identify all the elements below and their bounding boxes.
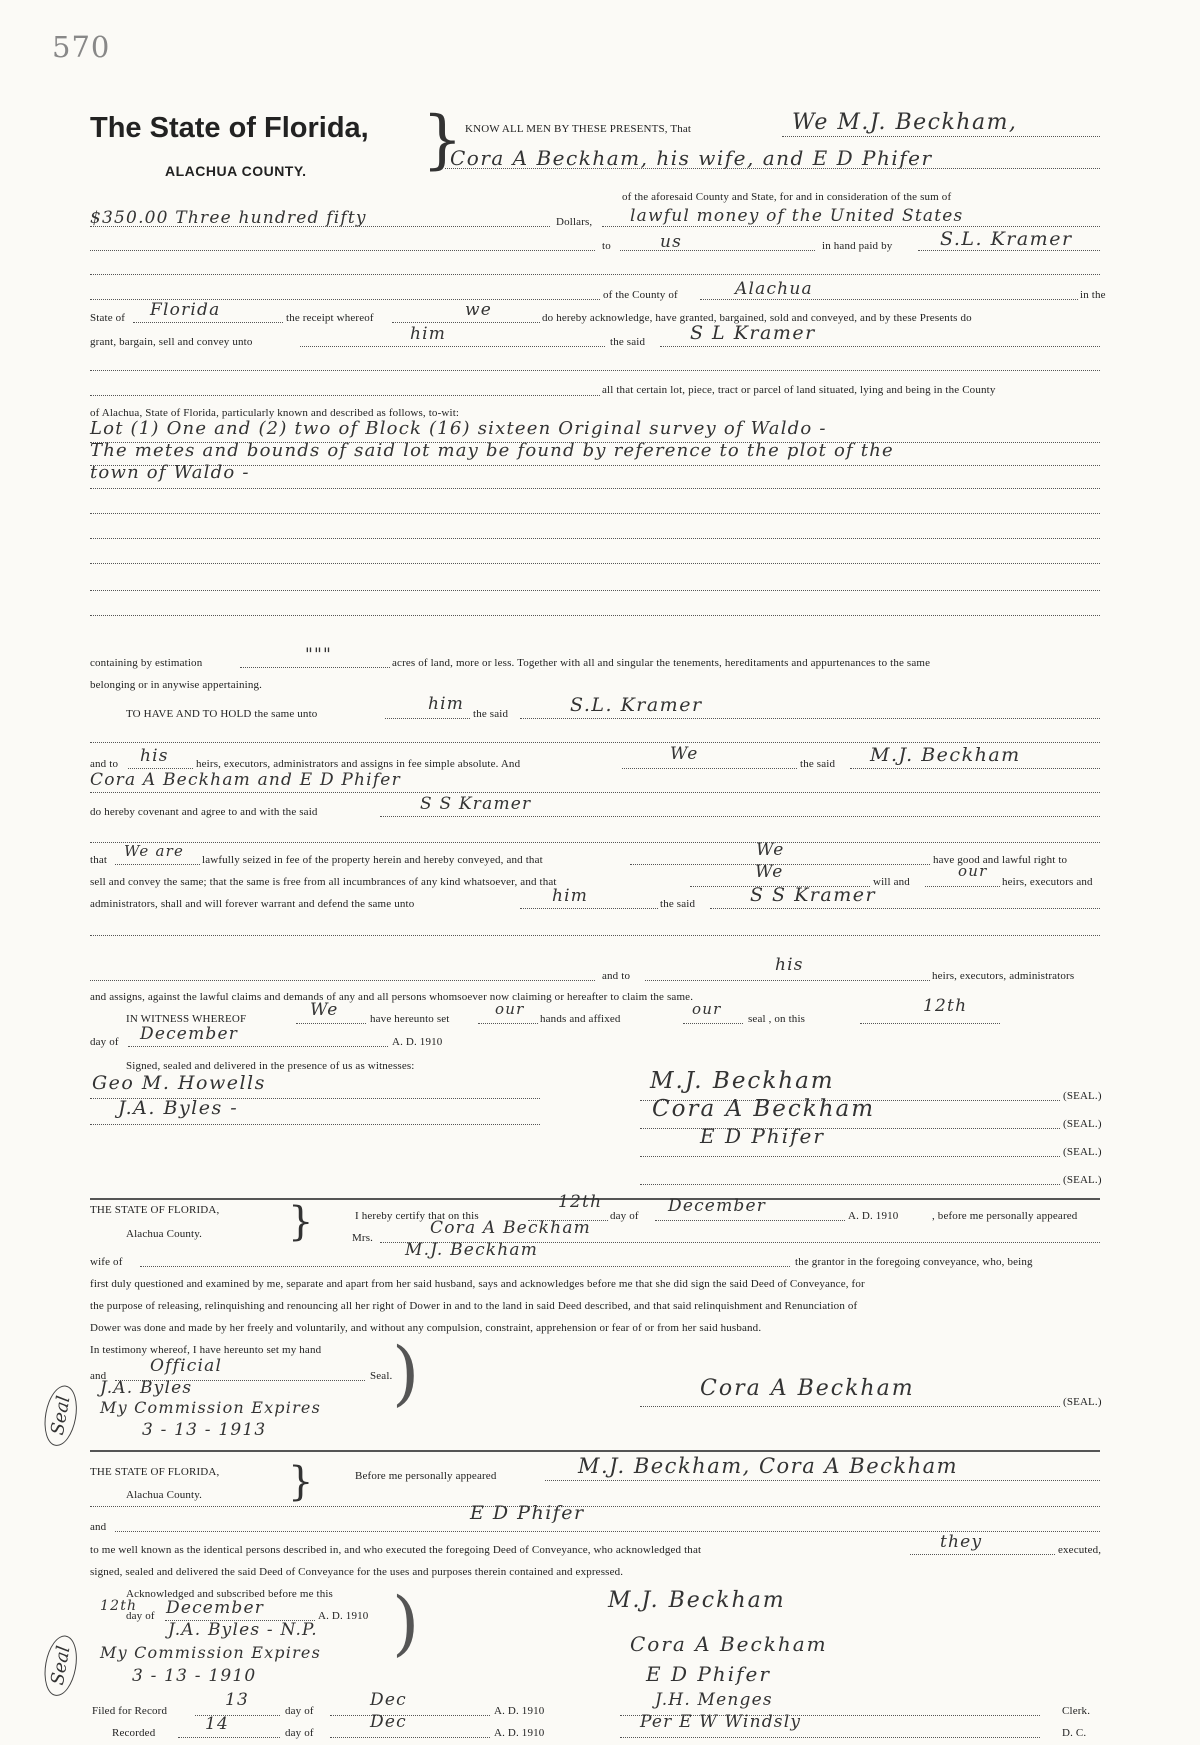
cert2-signature-2: Cora A Beckham xyxy=(630,1632,828,1656)
dollars-text: Dollars, xyxy=(556,216,593,228)
brace-icon: } xyxy=(288,1199,314,1245)
cert1-mrs-text: Mrs. xyxy=(352,1232,374,1244)
cert1-certify-text: I hereby certify that on this xyxy=(355,1210,479,1222)
money-hw: lawful money of the United States xyxy=(630,206,964,226)
cert1-p2: the purpose of releasing, relinquishing and renouncing all her right of Dower in and to the land in said Deed described, and that said relinquishment and Renunciation of xyxy=(90,1300,858,1312)
state-title: The State of Florida, xyxy=(90,112,369,144)
clerk-hw: J.H. Menges xyxy=(655,1690,773,1710)
cert1-p3: Dower was done and made by her freely and voluntarily, and without any compulsion, constraint, apprehension or fear of or from her said husband. xyxy=(90,1322,762,1334)
of-alachua-text: of Alachua, State of Florida, particularly known and described as follows, to-wit: xyxy=(90,407,460,419)
cert2-ack-text: Acknowledged and subscribed before me this xyxy=(126,1588,333,1600)
signed-witnesses-text: Signed, sealed and delivered in the presence of us as witnesses: xyxy=(126,1060,415,1072)
recorded-text: Recorded xyxy=(112,1727,156,1739)
brace-icon: } xyxy=(288,1459,314,1505)
and-hw: We xyxy=(670,744,699,764)
of-county-text: of the County of xyxy=(603,289,678,301)
cert2-notary-hw: J.A. Byles - N.P. xyxy=(168,1620,318,1640)
cert1-commission-hw: My Commission Expires xyxy=(100,1398,321,1417)
will-and-text: will and xyxy=(873,876,910,888)
cert1-seal-mark: Seal xyxy=(40,1383,81,1449)
day-hw: 12th xyxy=(923,996,968,1016)
and-to-text: and to xyxy=(90,758,119,770)
the-said-text: the said xyxy=(610,336,646,348)
seal-label-1: (SEAL.) xyxy=(1063,1090,1102,1102)
ad-text: A. D. 1910 xyxy=(392,1036,443,1048)
cert1-month-hw: December xyxy=(668,1196,767,1216)
seal-label-2: (SEAL.) xyxy=(1063,1118,1102,1130)
state-hw: Florida xyxy=(150,300,221,320)
to-have-hw: him xyxy=(428,694,465,714)
lawfully-text: lawfully seized in fee of the property herein and hereby conveyed, and that xyxy=(202,854,543,866)
cert2-county: Alachua County. xyxy=(126,1489,203,1501)
cert2-names-hw: M.J. Beckham, Cora A Beckham xyxy=(578,1454,959,1478)
cert2-day-of-text: day of xyxy=(126,1610,155,1622)
cert2-date-hw: 3 - 13 - 1910 xyxy=(132,1666,257,1686)
unto-hw: him xyxy=(410,324,447,344)
cert1-day-of-text: day of xyxy=(610,1210,639,1222)
rec-month-hw: Dec xyxy=(370,1712,407,1732)
said-name-hw: M.J. Beckham xyxy=(870,744,1021,766)
containing-hw: """ xyxy=(305,645,333,665)
seal-label-4: (SEAL.) xyxy=(1063,1174,1102,1186)
witness-2-hw: J.A. Byles - xyxy=(118,1097,239,1119)
witness-text: IN WITNESS WHEREOF xyxy=(126,1013,247,1025)
will-hw: our xyxy=(958,862,988,880)
containing-text: containing by estimation xyxy=(90,657,203,669)
names-2-hw: Cora A Beckham and E D Phifer xyxy=(90,770,401,790)
cert1-seal-text: Seal. xyxy=(370,1370,393,1382)
and-to-2-hw: his xyxy=(775,955,804,975)
cert2-known-hw: they xyxy=(940,1532,983,1552)
assigns-text: and assigns, against the lawful claims and demands of any and all persons whomsoever now claiming or hereafter to claim the same. xyxy=(90,991,694,1003)
county-title: ALACHUA COUNTY. xyxy=(165,163,307,179)
section-divider-2 xyxy=(90,1450,1100,1452)
sum-hw: $350.00 Three hundred fifty xyxy=(90,208,367,228)
state-of-text: State of xyxy=(90,312,126,324)
witness-1-hw: Geo M. Howells xyxy=(92,1072,266,1094)
receipt-text: the receipt whereof xyxy=(286,312,374,324)
the-said-4-text: the said xyxy=(660,898,696,910)
cert1-wife-of-text: wife of xyxy=(90,1256,123,1268)
cert2-executed-text: executed, xyxy=(1058,1544,1102,1556)
that-hw: We are xyxy=(124,842,185,860)
seal-on-text: seal , on this xyxy=(748,1013,806,1025)
cert1-mrs-hw: Cora A Beckham xyxy=(430,1218,591,1238)
lawfully-hw: We xyxy=(756,840,785,860)
page-number: 570 xyxy=(52,30,111,64)
in-hand-text: in hand paid by xyxy=(822,240,893,252)
cert1-county: Alachua County. xyxy=(126,1228,203,1240)
heirs-3-text: heirs, executors, administrators xyxy=(932,970,1075,982)
the-said-hw: S L Kramer xyxy=(690,322,816,344)
witness-hw: We xyxy=(310,1000,339,1020)
good-right-text: have good and lawful right to xyxy=(933,854,1068,866)
admins-hw: him xyxy=(552,886,589,906)
dc-text: D. C. xyxy=(1062,1727,1087,1739)
cert1-seal-label: (SEAL.) xyxy=(1063,1396,1102,1408)
admins-text: administrators, shall and will forever warrant and defend the same unto xyxy=(90,898,415,910)
cert1-date-hw: 3 - 13 - 1913 xyxy=(142,1420,267,1440)
the-said-2-text: the said xyxy=(473,708,509,720)
cert1-signature: Cora A Beckham xyxy=(700,1376,915,1401)
cert1-ad-text: A. D. 1910 xyxy=(848,1210,899,1222)
to-hw: us xyxy=(660,232,683,252)
to-have-name-hw: S.L. Kramer xyxy=(570,694,703,716)
signature-2: Cora A Beckham xyxy=(652,1096,876,1122)
that-text: that xyxy=(90,854,108,866)
cert1-p1: first duly questioned and examined by me, separate and apart from her said husband, says and acknowledges before me that she did sign the said Deed of Conveyance, for xyxy=(90,1278,865,1290)
cert1-notary-hw: J.A. Byles xyxy=(100,1378,193,1398)
covenant-hw: S S Kramer xyxy=(420,794,532,814)
cert1-husband-hw: M.J. Beckham xyxy=(405,1240,539,1260)
and-to-hw: his xyxy=(140,746,169,766)
belonging-text: belonging or in anywise appertaining. xyxy=(90,679,263,691)
filed-text: Filed for Record xyxy=(92,1705,168,1717)
signature-1: M.J. Beckham xyxy=(650,1068,835,1094)
day-of-text: day of xyxy=(90,1036,119,1048)
signature-3: E D Phifer xyxy=(700,1124,825,1148)
cert2-commission-hw: My Commission Expires xyxy=(100,1643,321,1662)
sell-hw: We xyxy=(755,862,784,882)
the-said-3-text: the said xyxy=(800,758,836,770)
cert2-signed-text: signed, sealed and delivered the said Deed of Conveyance for the uses and purposes therein contained and expressed. xyxy=(90,1566,624,1578)
description-line-3: town of Waldo - xyxy=(90,462,250,483)
hands-text: hands and affixed xyxy=(540,1013,621,1025)
cert2-signature-3: E D Phifer xyxy=(646,1662,771,1686)
admins-name-hw: S S Kramer xyxy=(750,884,877,906)
cert1-state: THE STATE OF FLORIDA, xyxy=(90,1204,220,1216)
cert2-and-hw: E D Phifer xyxy=(470,1502,585,1524)
rec-day-hw: 14 xyxy=(205,1714,230,1734)
cert2-before-text: Before me personally appeared xyxy=(355,1470,497,1482)
cert1-before-text: , before me personally appeared xyxy=(932,1210,1078,1222)
cert2-and-text: and xyxy=(90,1521,107,1533)
seal-label-3: (SEAL.) xyxy=(1063,1146,1102,1158)
county-hw: Alachua xyxy=(735,279,813,299)
month-hw: December xyxy=(140,1024,239,1044)
cert1-grantor-text: the grantor in the foregoing conveyance, who, being xyxy=(795,1256,1033,1268)
heirs-2-text: heirs, executors and xyxy=(1002,876,1093,888)
deed-page: 570 The State of Florida, ALACHUA COUNTY. } KNOW ALL MEN BY THESE PRESENTS, That We M.J. Beckham, Cora A Beckham, his wife, and E D Phifer of the aforesaid County and State, for and in consideration of the sum of $350.00 Three hundred fifty Dollars, lawful money of the United States to us in hand paid by S.L. Kramer of the County of Alachua in the State of Florida the receipt whereof we do hereby acknowledge, have granted, bargained, sold and conveyed, and by these Presents do grant, bargain, sell and convey unto him the said S L Kramer all that certain lot, piece, tract or parcel of land situated, lying and being in the County of Alachua, State of Florida, particularly known and described as follows, to-wit: Lot (1) One and (2) two of Block (16) sixteen Original survey of Waldo - The metes and bounds of said lot may be found by reference to the plot of the town of Waldo - containing by estimation """ acres of land, more or less. Together with all and singular the tenements, hereditaments and appurtenances to the same belonging or in anywise appertaining. TO HAVE AND TO HOLD the same unto him the said S.L. Kramer and to his heirs, executors, administrators and assigns in fee simple absolute. And We the said M.J. Beckham Cora A Beckham and E D Phifer do hereby covenant and agree to and with the said S S Kramer that We are lawfully seized in fee of the property herein and hereby conveyed, and that We have good and lawful right to sell and convey the same; that the same is free from all incumbrances of any kind whatsoever, and that We will and our heirs, executors and administrators, shall and will forever warrant and defend the same unto him the said S S Kramer and to his heirs, executors, administrators and assigns, against the lawful claims and demands of any and all persons whomsoever now claiming or hereafter to claim the same. IN WITNESS WHEREOF We have hereunto set our hands and affixed our seal , on this 12th day of December A. D. 1910 Signed, sealed and delivered in the presence of us as witnesses: Geo M. Howells J.A. Byles - M.J. Beckham (SEAL.) Cora A Beckham (SEAL.) E D Phifer (SEAL.) (SEAL.) THE STATE OF FLORIDA, Alachua County. } I hereby certify that on this 12th day of December A. D. 1910 , before me personally appeared Mrs. Cora A Beckham wife of M.J. Beckham the grantor in the foregoing conveyance, who, being first duly questioned and examined by me, separate and apart from her said husband, says and acknowledges before me that she did sign the said Deed of Conveyance, for the purpose of releasing, relinquishing and renouncing all her right of Dower in and to the land in said Deed described, and that said relinquishment and Renunciation of Dower was done and made by her freely and voluntarily, and without any compulsion, constraint, apprehension or fear of or from her said husband. In testimony whereof, I have hereunto set my hand and Official Seal. ) J.A. Byles My Commission Expires 3 - 13 - 1913 Seal Cora A Beckham (SEAL.) THE STATE OF FLORIDA, Alachua County. } Before me personally appeared M.J. Beckham, Cora A Beckham and E D Phifer to me well known as the identical persons described in, and who executed the foregoing Deed of Conveyance, who acknowledged that they executed, signed, sealed and delivered the said Deed of Conveyance for the uses and purposes therein contained and expressed. Acknowledged and subscribed before me this 12th day of December A. D. 1910 ) J.A. Byles - N.P. My Commission Expires 3 - 13 - 1910 Seal M.J. Beckham Cora A Beckham E D Phifer Filed for Record 13 day of Dec A. D. 1910 J.H. Menges Clerk. Recorded 14 day of Dec A. D. 1910 Per E W Windsly D. C. xyxy=(0,0,1200,1745)
cert2-state: THE STATE OF FLORIDA, xyxy=(90,1466,220,1478)
grantors-hw: We M.J. Beckham, xyxy=(792,110,1018,135)
receipt-hw: we xyxy=(465,300,493,320)
cert1-and-hw: Official xyxy=(150,1356,223,1376)
aforesaid-text: of the aforesaid County and State, for and in consideration of the sum of xyxy=(622,191,952,203)
cert2-seal-mark: Seal xyxy=(40,1633,81,1699)
and-to-2-text: and to xyxy=(602,970,631,982)
grantors-hw-2: Cora A Beckham, his wife, and E D Phifer xyxy=(450,146,933,170)
covenant-text: do hereby covenant and agree to and with the said xyxy=(90,806,318,818)
filed-day-of-text: day of xyxy=(285,1705,314,1717)
cert1-and-text: and xyxy=(90,1370,107,1382)
cert2-known-text: to me well known as the identical persons described in, and who executed the foregoing Deed of Conveyance, who acknowledged that xyxy=(90,1544,702,1556)
filed-month-hw: Dec xyxy=(370,1690,407,1710)
to-text: to xyxy=(602,240,611,252)
cert2-month-hw: December xyxy=(166,1598,265,1618)
cert2-day-hw: 12th xyxy=(100,1598,138,1614)
filed-ad-text: A. D. 1910 xyxy=(494,1705,545,1717)
hereunto-text: have hereunto set xyxy=(370,1013,450,1025)
description-line-2: The metes and bounds of said lot may be found by reference to the plot of the xyxy=(90,440,894,461)
grant-unto-text: grant, bargain, sell and convey unto xyxy=(90,336,253,348)
know-all-text: KNOW ALL MEN BY THESE PRESENTS, That xyxy=(465,123,692,135)
description-line-1: Lot (1) One and (2) two of Block (16) sixteen Original survey of Waldo - xyxy=(90,418,827,439)
sell-text: sell and convey the same; that the same is free from all incumbrances of any kind whatsoever, and that xyxy=(90,876,557,888)
brace-icon: } xyxy=(422,103,463,177)
rec-ad-text: A. D. 1910 xyxy=(494,1727,545,1739)
acres-text: acres of land, more or less. Together with all and singular the tenements, hereditaments and appurtenances to the same xyxy=(392,657,931,669)
in-the-text: in the xyxy=(1080,289,1106,301)
dc-hw: Per E W Windsly xyxy=(640,1712,802,1732)
heirs-text: heirs, executors, administrators and assigns in fee simple absolute. And xyxy=(196,758,521,770)
cert2-signature-1: M.J. Beckham xyxy=(608,1588,786,1613)
cert1-testimony: In testimony whereof, I have hereunto set my hand xyxy=(90,1344,322,1356)
hands-hw: our xyxy=(692,1000,722,1018)
acknowledge-text: do hereby acknowledge, have granted, bargained, sold and conveyed, and by these Presents do xyxy=(542,312,972,324)
all-that-text: all that certain lot, piece, tract or parcel of land situated, lying and being in the County xyxy=(602,384,996,396)
filed-day-hw: 13 xyxy=(225,1690,250,1710)
cert1-day-hw: 12th xyxy=(558,1192,603,1212)
to-have-text: TO HAVE AND TO HOLD the same unto xyxy=(126,708,318,720)
hereunto-hw: our xyxy=(495,1000,525,1018)
clerk-text: Clerk. xyxy=(1062,1705,1091,1717)
cert2-ad-text: A. D. 1910 xyxy=(318,1610,369,1622)
grantee-hw: S.L. Kramer xyxy=(940,228,1073,250)
rec-day-of-text: day of xyxy=(285,1727,314,1739)
